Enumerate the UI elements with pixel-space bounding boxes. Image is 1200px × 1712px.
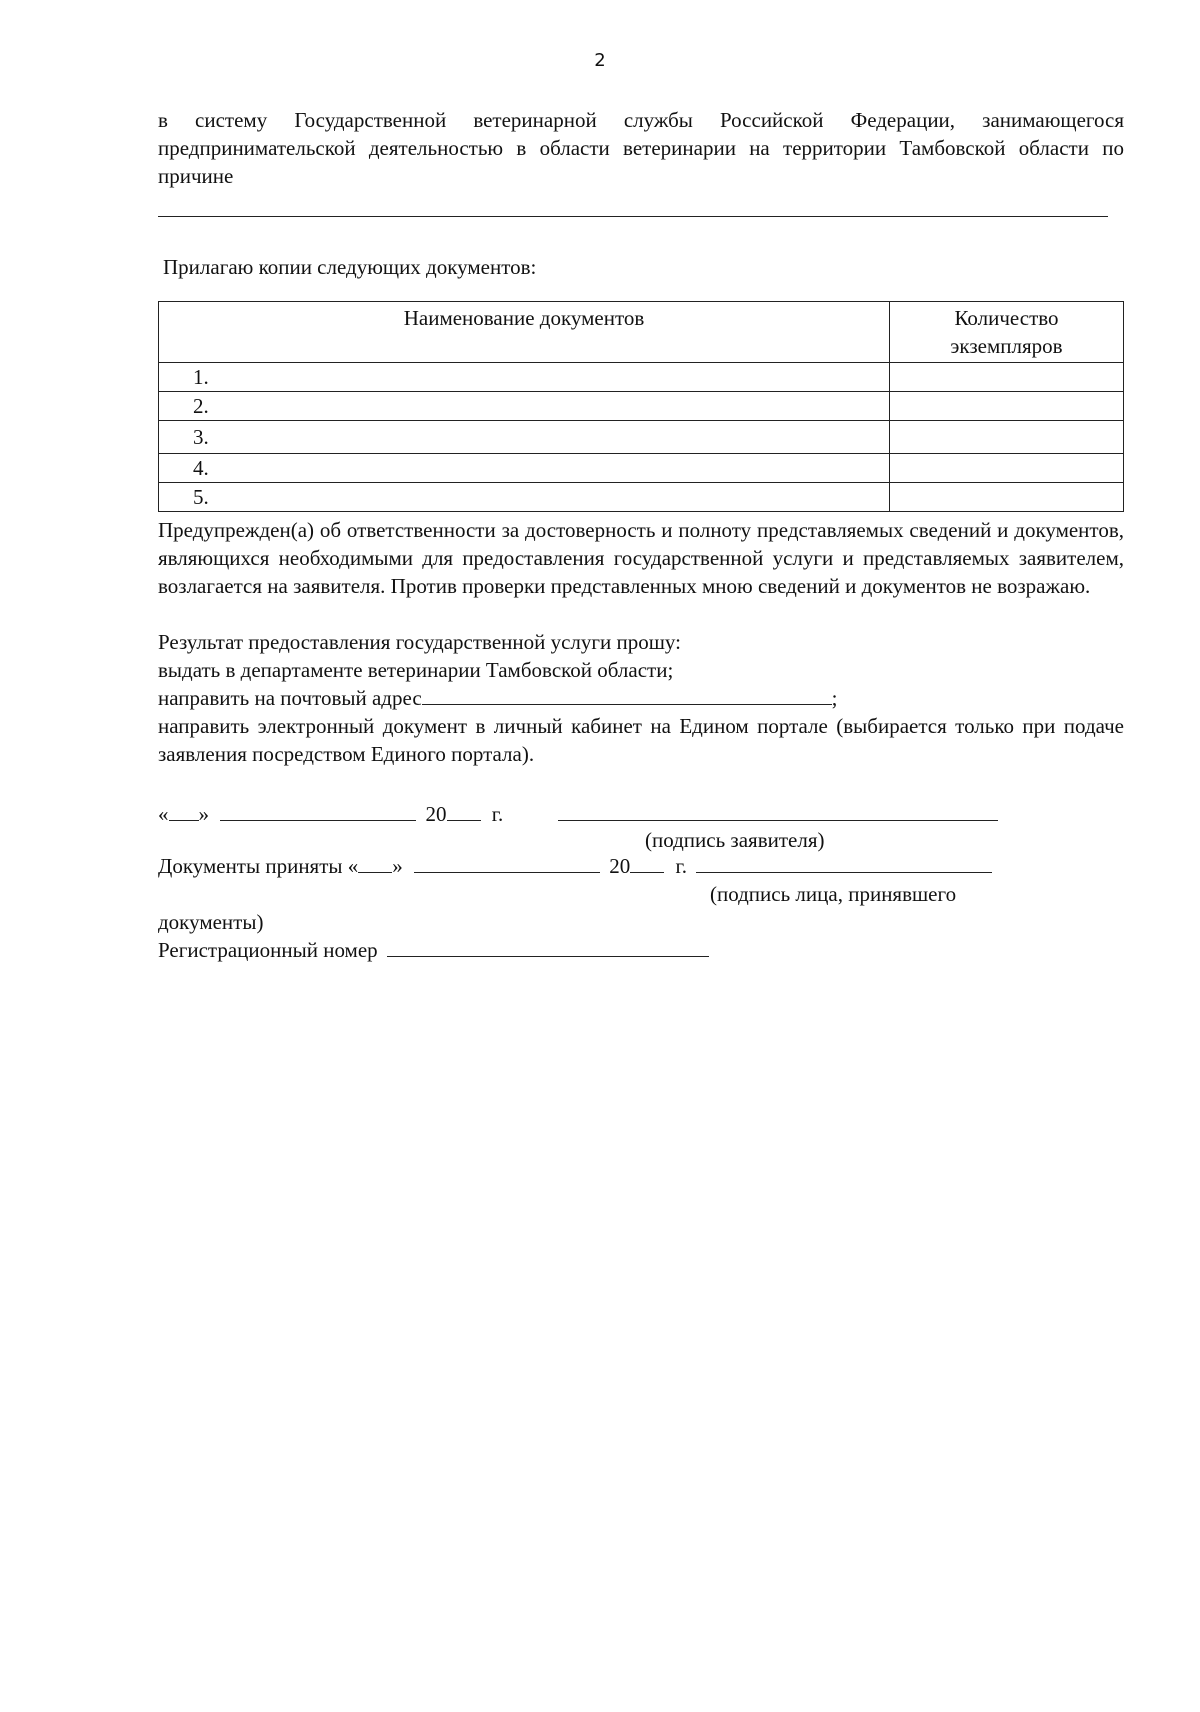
accepted-label: Документы приняты «: [158, 854, 359, 878]
table-row: [159, 421, 1124, 454]
date-quote-close: »: [198, 802, 209, 826]
result-option-electronic: направить электронный документ в личный кабинет на Едином портале (выбирается только при подаче заявления посредством Единого портала).: [158, 714, 1124, 766]
accepted-year-blank: [630, 852, 664, 873]
postal-address-end: ;: [831, 686, 838, 710]
date-quote-open: «: [158, 802, 169, 826]
quantity-header-line1: Количество: [954, 306, 1059, 330]
month-blank: [220, 800, 416, 821]
quantity-cell: [890, 363, 1124, 392]
intro-paragraph: в систему Государственной ветеринарной службы Российской Федерации, занимающегося предпринимательской деятельностью в области ветеринарии на территории Тамбовской области по причине: [158, 108, 1124, 188]
postal-address-blank: [422, 684, 832, 705]
table-row: [159, 483, 1124, 512]
row-number: 3.: [159, 421, 890, 454]
attachments-table: [158, 301, 1124, 512]
reason-blank-line: [158, 216, 1108, 217]
registration-number-label: Регистрационный номер: [158, 938, 378, 962]
day-blank: [169, 800, 199, 821]
quantity-cell: [890, 483, 1124, 512]
accepted-day-blank: [358, 852, 392, 873]
accepted-quote-close: »: [392, 854, 403, 878]
row-number: 1.: [159, 363, 890, 392]
row-number: 2.: [159, 392, 890, 421]
table-header-row: [159, 302, 1124, 363]
registration-number-blank: [387, 936, 709, 957]
row-number: 4.: [159, 454, 890, 483]
column-header-quantity: [890, 302, 1124, 363]
result-section: [158, 628, 1124, 768]
year-prefix: 20: [425, 802, 447, 826]
result-option-postal: [158, 684, 1124, 712]
warning-paragraph: Предупрежден(а) об ответственности за достоверность и полноту представляемых сведений и документов, являющихся необходимыми для предоставления государственной услуги и представляемых заявителем, возлагается на заявителя. Против проверки представленных мною сведений и документов не возражаю.: [158, 518, 1124, 598]
accepted-year-suffix: г.: [675, 854, 687, 878]
quantity-cell: [890, 392, 1124, 421]
accepted-year-prefix: 20: [609, 854, 631, 878]
quantity-cell: [890, 421, 1124, 454]
row-number: 5.: [159, 483, 890, 512]
year-blank: [447, 800, 481, 821]
quantity-cell: [890, 454, 1124, 483]
accepted-signature-blank: [696, 852, 992, 873]
accepted-line: [158, 852, 992, 880]
signature-section: [158, 800, 1124, 970]
column-header-document-name: Наименование документов: [159, 302, 890, 363]
applicant-date-line: [158, 800, 503, 828]
table-row: [159, 392, 1124, 421]
quantity-header-line2: экземпляров: [950, 334, 1063, 358]
table-row: [159, 454, 1124, 483]
accepted-signature-caption-line2: документы): [158, 910, 264, 934]
postal-address-label: направить на почтовый адрес: [158, 686, 422, 710]
accepted-month-blank: [414, 852, 600, 873]
applicant-signature-blank: [558, 800, 998, 821]
result-heading: Результат предоставления государственной услуги прошу:: [158, 630, 681, 654]
page-number: 2: [594, 50, 606, 71]
accepted-signature-caption-line1: (подпись лица, принявшего: [710, 882, 957, 906]
year-suffix: г.: [491, 802, 504, 826]
applicant-signature-caption: (подпись заявителя): [645, 828, 825, 852]
attachments-heading: Прилагаю копии следующих документов:: [163, 255, 537, 279]
table-row: [159, 363, 1124, 392]
result-option-issue-in-department: выдать в департаменте ветеринарии Тамбовской области;: [158, 658, 674, 682]
document-body: [158, 106, 1124, 970]
registration-number-line: [158, 936, 709, 964]
